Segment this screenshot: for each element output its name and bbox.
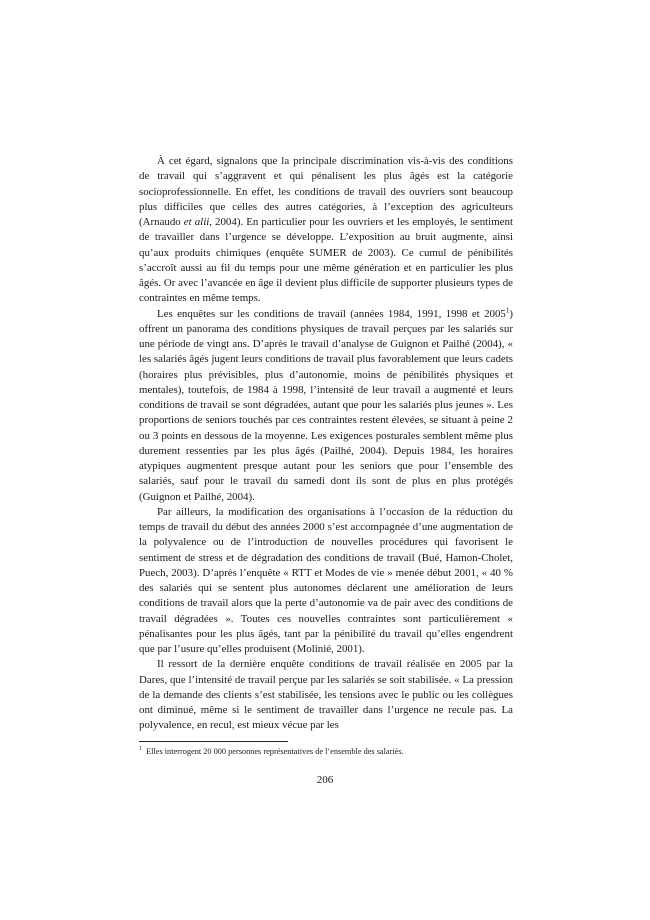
paragraph-3	[139, 505, 513, 658]
paragraph-2	[139, 307, 513, 505]
italic-text: et alii	[183, 216, 210, 228]
text-run: Les enquêtes sur les conditions de travail (années 1984, 1991, 1998 et 2005	[157, 307, 506, 320]
footnote-text: Elles interrogent 20 000 personnes représentatives de l’ensemble des salariés.	[146, 747, 404, 756]
text-run: Par ailleurs, la modification des organisations à l’occasion de la réduction du temps de travail du début des années 2000 s’est accompagnée d’une augmentation de la polyvalence ou de l’introduction de nouvelles procédures qui favorisent le sentiment de stress et de dégradation des conditions de travail (Bué, Hamon-Cholet, Puech, 2003). D’après l’enquête « RTT et Modes de vie » menée début 2001, « 40 % des salariés qui se sentent plus autonomes déclarent une amélioration de leurs conditions de travail alors que la perte d’autonomie va de pair avec des conditions de travail dégradées ». Toutes ces nouvelles contraintes sont particulièrement « pénalisantes pour les plus âgés, tant par la pénibilité du travail qu’elles engendrent que par l’usure qu’elles produisent (Molinié, 2001).	[139, 505, 513, 655]
text-run: ) offrent un panorama des conditions physiques de travail perçues par les salariés sur une période de vingt ans. D’après le travail d’analyse de Guignon et Pailhé (2004), « les salariés âgés jugent leurs conditions de travail plus favorablement que leurs cadets (horaires plus prévisibles, plus d’autonomie, moins de pénibilités physiques et mentales), toutefois, de 1984 à 1998, l’intensité de leur travail a augmenté et leurs conditions de travail se sont dégradées, autant que pour les salariés plus jeunes ». Les proportions de seniors touchés par ces contraintes restent élevées, se situant à peine 2 ou 3 points en dessous de la moyenne. Les exigences posturales semblent même plus durement ressenties par les plus âgés (Pailhé, 2004). Depuis 1984, les horaires atypiques augmentent presque autant pour les seniors que pour l’ensemble des salariés, sauf pour le travail du samedi dont ils sont de plus en plus protégés (Guignon et Pailhé, 2004).	[139, 307, 513, 503]
text-run: Il ressort de la dernière enquête conditions de travail réalisée en 2005 par la Dares, que l’intensité de travail perçue par les salariés se soit stabilisée. « La pression de la demande des clients s’est stabilisée, les tensions avec le public ou les collègues ont diminué, même si le sentiment de travailler dans l’urgence ne recule pas. La polyvalence, en recul, est mieux vécue par les	[139, 658, 513, 732]
footnote-reference[interactable]: 1	[505, 305, 510, 314]
footnote-separator	[139, 741, 288, 742]
text-run: , 2004). En particulier pour les ouvriers et les employés, le sentiment de travailler dans l’urgence se développe. L’exposition au bruit augmente, ainsi qu’aux produits chimiques (enquête SUMER de 2003). Ce cumul de pénibilités s’accroît aussi au fil du temps pour une même génération et en particulier les plus âgés. Or avec l’avancée en âge il devient plus difficile de supporter plusieurs types de contraintes en même temps.	[139, 216, 513, 305]
body-text	[139, 154, 513, 734]
paragraph-4	[139, 657, 513, 733]
footnote	[139, 746, 513, 757]
page-number: 206	[316, 774, 334, 786]
paragraph-1	[139, 154, 513, 307]
text-run: À cet égard, signalons que la principale discrimination vis-à-vis des conditions de travail qui s’aggravent et qui pénalisent les plus âgés est la catégorie socioprofessionnelle. En effet, les conditions de travail des ouvriers sont beaucoup plus difficiles que celles des autres catégories, à l’exception des agriculteurs (Arnaudo	[139, 155, 513, 228]
page-body	[139, 154, 513, 734]
footnote-number: 1	[139, 746, 142, 753]
